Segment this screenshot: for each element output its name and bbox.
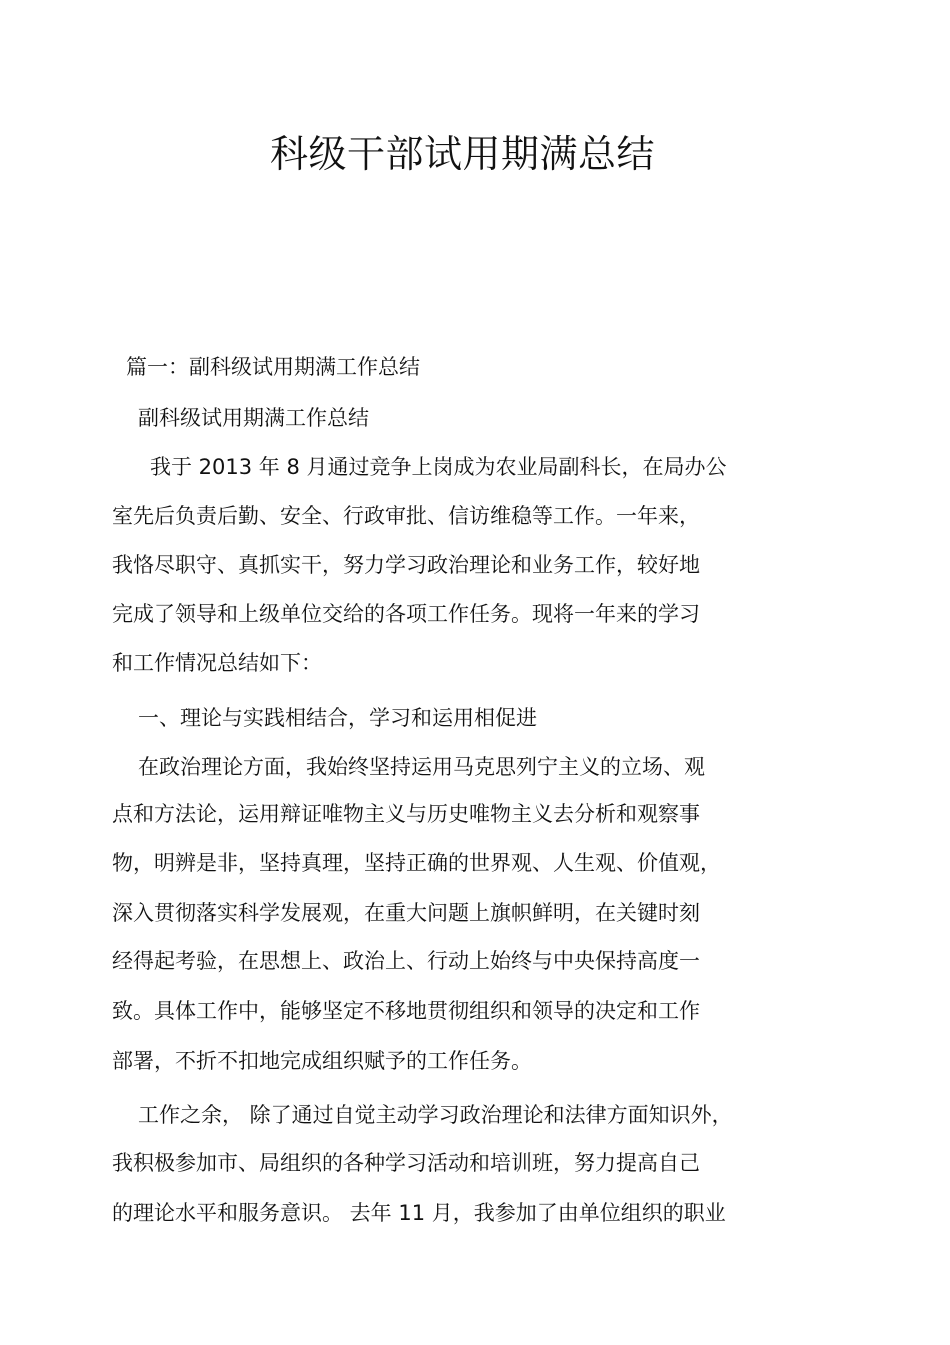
- paragraph-line: 工作之余， 除了通过自觉主动学习政治理论和法律方面知识外，: [138, 1103, 733, 1127]
- subheading: 副科级试用期满工作总结: [138, 406, 369, 430]
- paragraph-line: 室先后负责后勤、安全、行政审批、信访维稳等工作。一年来，: [112, 504, 700, 528]
- section-heading: 篇一：副科级试用期满工作总结: [126, 355, 420, 379]
- paragraph-line: 致。具体工作中，能够坚定不移地贯彻组织和领导的决定和工作: [112, 999, 700, 1023]
- paragraph-line: 我于 2013 年 8 月通过竞争上岗成为农业局副科长，在局办公: [150, 455, 727, 479]
- paragraph-line: 部署，不折不扣地完成组织赋予的工作任务。: [112, 1049, 532, 1073]
- section-heading: 一、理论与实践相结合，学习和运用相促进: [138, 706, 537, 730]
- paragraph-line: 我恪尽职守、真抓实干，努力学习政治理论和业务工作，较好地: [112, 553, 700, 577]
- document-title: 科级干部试用期满总结: [269, 132, 655, 176]
- paragraph-line: 深入贯彻落实科学发展观，在重大问题上旗帜鲜明，在关键时刻: [112, 901, 700, 925]
- paragraph-line: 我积极参加市、局组织的各种学习活动和培训班，努力提高自己: [112, 1151, 700, 1175]
- paragraph-line: 完成了领导和上级单位交给的各项工作任务。现将一年来的学习: [112, 602, 700, 626]
- paragraph-line: 和工作情况总结如下：: [112, 651, 322, 675]
- paragraph-line: 物，明辨是非，坚持真理，坚持正确的世界观、人生观、价值观，: [112, 851, 721, 875]
- paragraph-line: 经得起考验，在思想上、政治上、行动上始终与中央保持高度一: [112, 949, 700, 973]
- paragraph-line: 的理论水平和服务意识。 去年 11 月，我参加了由单位组织的职业: [112, 1201, 726, 1225]
- paragraph-line: 在政治理论方面，我始终坚持运用马克思列宁主义的立场、观: [138, 755, 705, 779]
- paragraph-line: 点和方法论，运用辩证唯物主义与历史唯物主义去分析和观察事: [112, 802, 700, 826]
